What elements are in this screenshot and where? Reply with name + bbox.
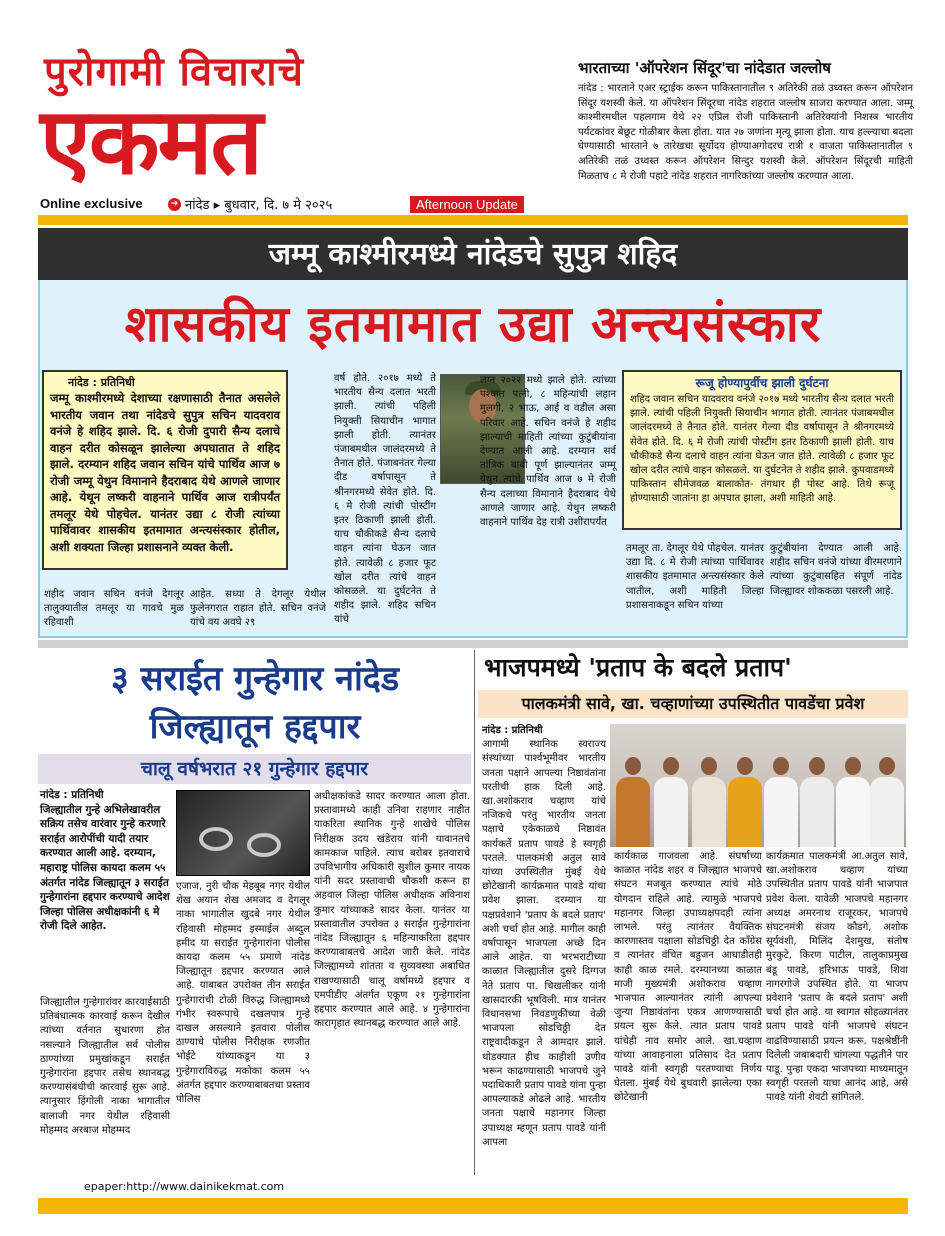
story2-subhead: चालू वर्षभरात २१ गुन्हेगार हद्दपार (38, 754, 471, 784)
story2-lead: जिल्ह्यातील गुन्हे अभिलेखावरील सक्रिय तसेच वारंवार गुन्हे करणारे सराईत आरोपींची यादी तयार करण्यात आली आहे. दरम्यान, महाराष्ट्र पोलिस कायदा कलम ५५ अंतर्गत नांदेड जिल्ह्यातून ३ सराईत गुन्हेगारांना हद्दपार करण्याचे आदेश जिल्हा पोलिस अधीक्षकांनी ६ मे रोजी दिले आहेत. (40, 803, 170, 933)
story2-byline: नांदेड : प्रतिनिधी (40, 789, 104, 801)
story2-col3: अधीक्षकांकडे सादर करण्यात आला होता. प्रस्तावामध्ये काही उनिवा राहणार नाहीत याकरिता स्थानिक गुन्हे शाखेचे पोलिस निरीक्षक उदय खंडेराय यांनी यावानतचे कामकाज पाहिले. त्याच बरोबर इतवाराचे उपविभागीय अधिकारी सुशील कुमार नायक यांनी सदर प्रस्तावाची चौकशी करून हा अहवाल जिल्हा पोलिस अधीक्षक अविनाश कुमार यांच्याकडे सादर केला. यानंतर या प्रस्तावातील उपरोक्त ३ सराईत गुन्हेगारांना नांदेड जिल्ह्यातून ६ महिन्याकरिता हद्दपार करण्याबाबतचे आदेश जारी केले. नांदेड जिल्ह्यामध्ये शांतता व सुव्यवस्था अबाधित राखण्यासाठी चालू वर्षामध्ये हद्दपार व एमपीडीए अंतर्गत एकूण २१ गुन्हेगारांना हद्दपार करण्यात आले आहे. ४ गुन्हेगारांना कारागृहात स्थानबद्ध करण्यात आले आहे. (314, 791, 470, 1030)
dateline (168, 195, 332, 213)
group-photo (610, 724, 906, 847)
update-badge: Afternoon Update (410, 196, 524, 213)
main-story-byline: नांदेड : प्रतिनिधी (68, 376, 135, 389)
masthead-tagline: पुरोगामी विचाराचे (44, 49, 305, 95)
online-exclusive-label: Online exclusive (40, 196, 143, 211)
main-story-col2: वर्ष होते. २०१७ मध्ये ते भारतीय सैन्य दलात भरती झाली. त्यांची पहिली नियुक्ती सियाचीन भागात झाली होती. त्यानंतर पंजाबमधील जालंदरमध्ये ते तैनात होते. पंजाबनंतर गेल्या दीड वर्षापासून ते श्रीनगरमध्ये सेवेत होते. दि. ६ मे रोजी त्यांची पोस्टींग इतर ठिकाणी झाली होती. याच चौकीकडे सैन्य दलाचे वाहन त्यांना घेऊन जात होते. त्यावेळी ८ हजार फूट खोल दरीत त्यांचे वाहन कोसळले. या दुर्घटनेत ते शहीद झाले. शहिद सचिन यांचे (334, 373, 436, 626)
main-story-kicker: जम्मू काश्मीरमध्ये नांदेडचे सुपुत्र शहिद (268, 237, 678, 272)
arrow-right-icon: ➔ (168, 198, 181, 211)
footer-url: epaper:http://www.dainikekmat.com (84, 1180, 285, 1193)
divider-bar (38, 215, 908, 225)
story2-col2: एजाज, नुरी चौक मेहबूब नगर येथील शेख अयान शेख अमजद व देगलूर नाका भागातील खुदबे नगर येथील रहिवासी मोहम्मद इस्माईल अब्दुल हमीद या सराईत गुन्हेगारांना पोलीस कायदा कलम ५५ प्रमाणे नांदेड जिल्ह्यातून हद्दपार करण्यात आले आहे. याबाबत उपरोक्त तीन सराईत गुन्हेगारांची टोळी विरुद्ध जिल्ह्यामध्ये गंभीर स्वरूपाचे दखलपात्र गुन्हे दाखल असल्याने इतवारा पोलीस ठाण्याचे पोलीस निरीक्षक रणजीत भोईटे यांच्याकडून या ३ गुन्हेगाराविरुद्ध मकोका कलम ५५ अंतर्गत हद्दपार करण्याबाबतचा प्रस्ताव पोलिस (176, 881, 310, 1106)
story2-headline-line2: जिल्ह्यातून हद्दपार (149, 707, 361, 747)
top-story-headline: भारताच्या 'ऑपरेशन सिंदूर'चा नांदेडात जल्लोष (578, 59, 831, 77)
story2-headline-line1: ३ सराईत गुन्हेगार नांदेड (110, 659, 400, 699)
story3-col3: कार्यक्रमात पालकमंत्री आ.अतुल सावे, खा.अशोकराव चव्हाण यांच्या उपस्थितीत प्रताप पावडे यांनी भाजपात प्रवेश केला. यावेळी भाजपचे महानगर अध्यक्ष अमरनाथ राजूरकर, भाजपचे संघटनमंत्री संजय कौडगे, अशोक सूर्यवंशी, मिलिंद देशमुख, संतोष मुरकुटे, किरण पाटील, तालुकाप्रमुख बंडू पावडे, हरिभाऊ पावडे, शिवा नागरगोजे उपस्थित होते. या भाजप प्रवेशाने 'प्रताप के बदले प्रताप' अशी चर्चा होत आहे. या स्वागत सोहळ्यानंतर प्रताप पावडे यांनी भाजपचे संघटन वाढविण्यासाठी प्रयत्न करू. पक्षश्रेष्ठींनी दिलेली जबाबदारी चांगल्या पद्धतीने पार पाडू. पुन्हा एकदा भाजपच्या माध्यमातून स्वगृही परतलो याचा आनंद आहे, असे पावडे यांनी शेवटी सांगितले. (766, 851, 908, 1104)
story3-subhead: पालकमंत्री सावे, खा. चव्हाणांच्या उपस्थितीत पावडेंचा प्रवेश (478, 690, 908, 718)
story3-headline: भाजपमध्ये 'प्रताप के बदले प्रताप' (484, 653, 792, 682)
top-story-body: नांदेड : भारताने एअर स्ट्राईक करून पाकिस्तानातील ९ अतिरेकी तळं उध्वस्त करून ऑपरेशन सिंदूर यशस्वी केले. या ऑपरेशन सिंदूरचा नांदेड शहरात जल्लोष साजरा करण्यात आला. जम्मू काश्मीरमधील पहलगाम येथे २२ एप्रिल रोजी पाकिस्तानी अतिरेक्यांनी निशस्त्र भारतीय पर्यटकांवर बेछूट गोळीबार केला होता. यात २७ जणांना मृत्यू झाला होता. याच हल्ल्याचा बदला घेण्यासाठी भारताने ७ तारेखचा सूर्योदय होण्याअगोदरच रात्री १ वाजता पाकिस्तानातील ९ अतिरेकी तळं उध्वस्त करून ऑपरेशन सिन्दुर यशस्वी केले. ऑपरेशन सिंदूरची माहिती मिळताच ८ मे रोजी पहाटे नांदेड शहरात नागरिकांच्या जल्लोष करण्यात आला. (578, 83, 913, 182)
sidebar-body: शहिद जवान सचिन यादवराव वनंजे २०१७ मध्ये भारतीय सैन्य दलात भरती झाले. त्यांची पहिली नियुक्ती सियाचीन भागात होती. त्यानंतर पंजाबमधील जालंदरमध्ये ते तैनात होते. यानंतर गेल्या दीड वर्षापासून ते श्रीनगरमध्ये सेवेत होते. दि. ६ मे रोजी त्यांची पोस्टींग इतर ठिकाणी झाली होती. याच चौकीकडे सैन्य दलाचे वाहन त्यांना घेऊन जात होते. त्यावेळी ८ हजार फूट खोल दरीत त्यांचे वाहन कोसळले. या दुर्घटनेत ते शहीद झाले. कुपवाडमध्ये पाकिस्तान सीमेजवळ बालाकोत- तंगधार ही पोस्ट आहे. तिथे रूजू होण्यासाठी जातांना हा अपघात झाला, अशी माहिती आहे. (630, 394, 894, 505)
main-story-bottom-col1: शहीद जवान सचिन वनंजे देगलूर तालुक्यातील तमलूर या गावचे मुळ रहिवाशी (44, 589, 184, 629)
story3-byline: नांदेड : प्रतिनिधी (482, 725, 543, 736)
story2-lead-block (40, 788, 170, 934)
main-story-col3: लग्न २०२२ मध्ये झाले होते. त्यांच्या पश्चात पत्नी, ८ महिन्यांची लहान मुलगी, २ भाऊ, आई व वडील असा परिवार आहे. सचिन वनंजे हे शहीद झाल्याची माहिती त्यांच्या कुटुंबीयांना देण्यात आली आहे. दरम्यान सर्व तांत्रिक बाबी पूर्ण झाल्यानंतर जम्मू येथुन त्यांचे पार्थिव आज ७ मे रोजी सैन्य दलाच्या विमानाने हैदराबाद येथे आणले जाणार आहे. येथुन लष्करी वाहनाने पार्थिव देह रात्री उशीरापर्यंत (480, 375, 616, 529)
story2-col1: जिल्ह्यातील गुन्हेगारांवर कारवाईसाठी प्रतिबंधात्मक कारवाई करून देखील त्यांच्या वर्तनात सुधारणा होत नसल्याने जिल्ह्यातील सर्व पोलीस ठाण्यांच्या प्रमुखांकडून सराईत गुन्हेगारांना हद्दपार तसेच स्थानबद्ध करण्यासंबंधीची कारवाई सुरू आहे. त्यानुसार हिंगोली नाका भागातील बालाजी नगर येथील रहिवासी मोहम्मद अरबाज मोहम्मद (40, 997, 170, 1136)
main-story-lead: जम्मू काश्मीरमध्ये देशाच्या रक्षणासाठी तैनात असलेले भारतीय जवान तथा नांदेडचे सुपुत्र सचिन यादवराव वनंजे हे शहिद झाले. दि. ६ रोजी दुपारी सैन्य दलाचे वाहन दरीत कोसळून झालेल्या अपघातात ते शहिद झाले. दरम्यान शहिद जवान सचिन यांचे पार्थिव आज ७ रोजी जम्मू येथुन विमानाने हैदराबाद येथे आणले जाणार आहे. येथून लष्करी वाहनाने पार्थिव आज रात्रीपर्यंत तमलूर येथे पोहचेल. यानंतर उद्या ८ रोजी त्यांच्या पार्थिवावर शासकीय इतमामात अन्त्यसंस्कार होतील, अशी शक्यता जिल्हा प्रशासनाने व्यक्त केली. (50, 391, 280, 554)
sidebar-title: रूजू होण्यापुर्वीच झाली दुर्घटना (695, 376, 829, 390)
handcuffs-photo (176, 790, 310, 876)
story3-col1-block (482, 724, 606, 1172)
masthead-logo: एकमत (40, 88, 261, 195)
column-separator (474, 650, 475, 1175)
main-story-headline: शासकीय इतमामात उद्या अन्त्यसंस्कार (124, 295, 822, 353)
main-story-bottom-col2: आहेत. सध्या ते देगलूर येथील फुलेनगरात राहात होते. सचिन वनंजे यांचे वय अवघे २९ (190, 589, 326, 629)
footer-bar (38, 1198, 908, 1214)
main-story-col4: तमलूर ता. देगलूर येथे पोहचेल. यानंतर उद्या दि. ८ मे रोजी त्यांच्या पार्थिवावर शासकीय इतमामात अन्त्यसंस्कार केले जातील, अशी माहिती जिल्हा प्रशासनाकडून सचिन यांच्या (626, 543, 764, 611)
story3-col1: आगामी स्थानिक स्वराज्य संस्थांच्या पार्श्वभूमीवर भारतीय जनता पक्षाने आपल्या निष्ठावंतांना परतीची हाक दिली आहे. खा.अशोकराव चव्हाण यांचे नजिकचे परंतु भारतीय जनता पक्षाचे एकेकाळचे निष्ठावंत कार्यकर्ते प्रताप पावडे हे स्वगृही परतले. पालकमंत्री अतुल सावे यांच्या उपस्थितीत मुंबई येथे छोटेखानी कार्यक्रमात पावडे यांचा प्रवेश झाला. दरम्यान या पक्षप्रवेशाने 'प्रताप के बदले प्रताप' अशी चर्चा होत आहे. मागील काही वर्षापासून भाजपला अच्छे दिन आले आहेत. या भरभराटीच्या काळात जिल्ह्यातील दुसरे दिग्गज नेते प्रताप पा. चिखलीकर यांनी खासदारकी भूषविली. मात्र यानंतर विधानसभा निवडणुकीच्या वेळी भाजपला सोडचिठ्ठी देत राष्ट्रवादीकडून ते आमदार झाले. थोडक्यात हीच काहीशी उणीव भरून काढण्यासाठी भाजपचे जुने पदाधिकारी प्रताप पावडे यांना पुन्हा आपल्याकडे ओढले आहे. भारतीय जनता पक्षाचे महानगर जिल्हा उपाध्यक्ष म्हणून प्रताप पावडे यांनी आपला (482, 739, 606, 1148)
sidebar-box (622, 370, 902, 530)
section-divider (38, 640, 908, 648)
dateline-text: नांदेड ▸ बुधवार, दि. ७ मे २०२५ (185, 198, 333, 213)
story3-col2: कार्यकाळ गाजवला आहे. संघर्षाच्या काळात नांदेड शहर व जिल्ह्यात भाजपचे संघटन मजबूत करण्यात त्यांचे मोठे योगदान राहिले आहे. त्यामुळे भाजपचे महानगर जिल्हा उपाध्यक्षपदही त्यांना लाभले. परंतु त्यानंतर वैयक्तिक कारणास्तव पक्षाला सोडचिठ्ठी देत काँग्रेस व त्यानंतर वंचित बहुजन आघाडीतही काही काळ रमले. दरम्यानच्या काळात माजी मुख्यमंत्री अशोकराव चव्हाण भाजपात आल्यानंतर त्यांनी आपल्या जुन्या निष्ठावंतांना एकत्र आणण्यासाठी प्रयत्न सुरू केले. त्यात प्रताप पावडे यांचेही नाव समोर आले. खा.चव्हाण यांच्या आवाहनाला प्रतिसाद देत प्रताप पावडे यांनी स्वगृही परतण्याचा निर्णय घेतला. मुंबई येथे बुधवारी झालेल्या एका छोटेखानी (614, 851, 762, 1104)
main-story-col5: कुटुंबीयांना देण्यात आली आहे. शहीद सचिन वनंजे यांच्या वीरमरणाने त्यांच्या कुटुंबासहित संपूर्ण नांदेड जिल्ह्यावर शोककळा पसरली आहे. (770, 543, 902, 597)
main-story-lead-box (42, 370, 288, 570)
